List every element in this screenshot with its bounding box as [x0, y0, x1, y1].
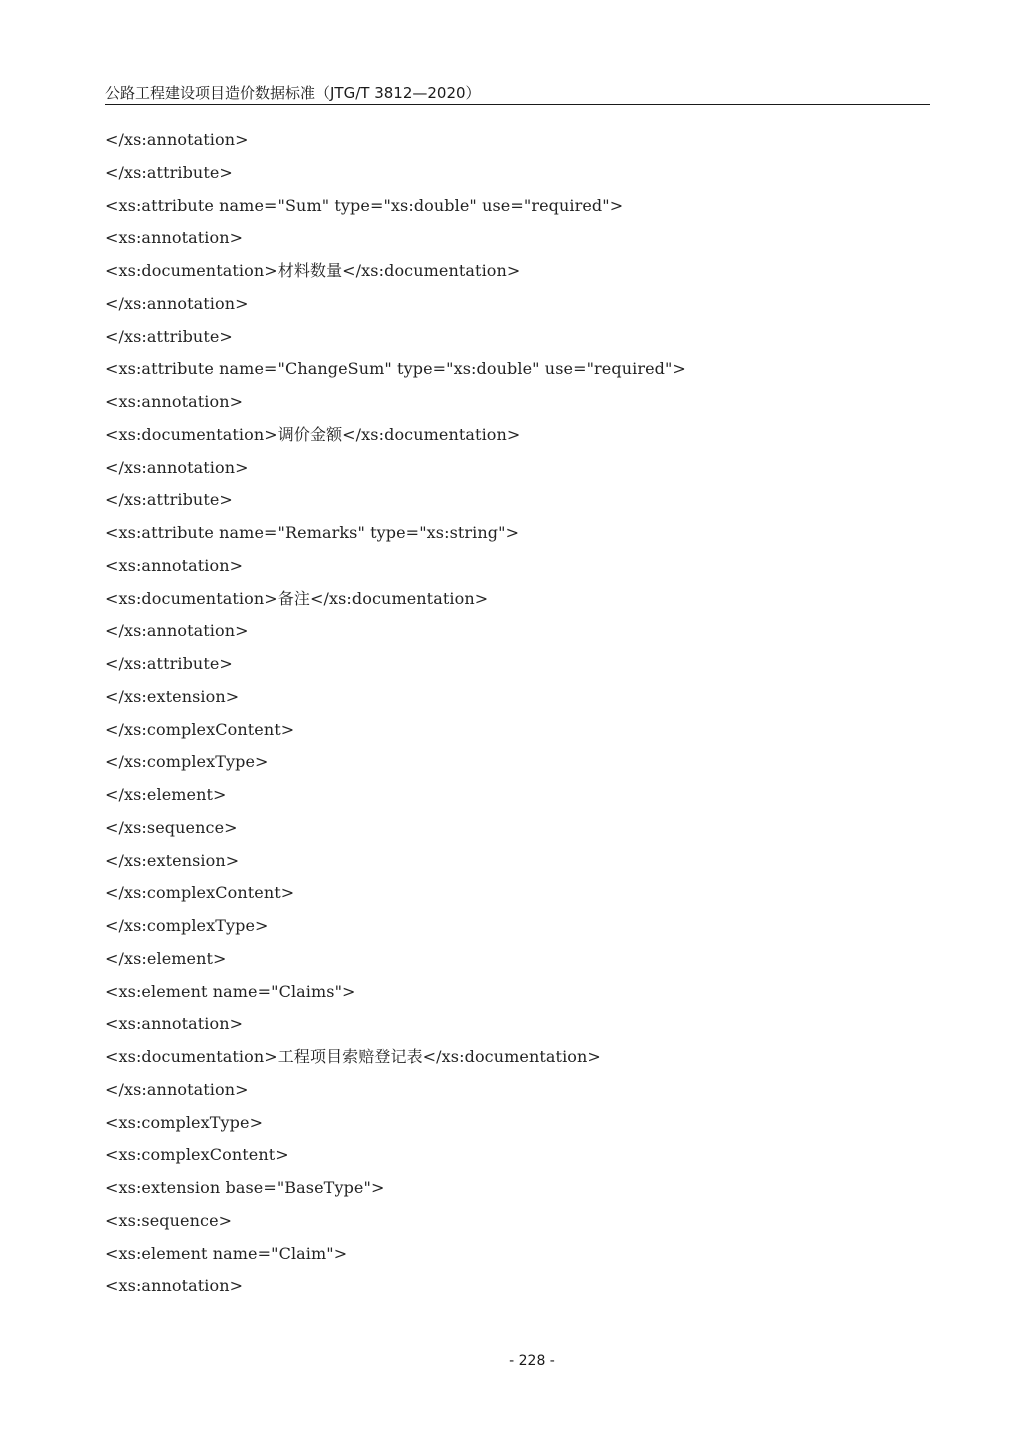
- code-line: </xs:annotation>: [105, 130, 249, 149]
- code-line: </xs:annotation>: [105, 621, 249, 641]
- code-line: </xs:element>: [105, 948, 227, 968]
- code-line: </xs:complexContent>: [105, 719, 295, 739]
- code-line: </xs:complexType>: [105, 916, 269, 935]
- document-title: 公路工程建设项目造价数据标准（JTG/T 3812—2020）: [105, 84, 481, 102]
- code-line: </xs:attribute>: [105, 654, 233, 673]
- code-line: <xs:extension base="BaseType">: [105, 1178, 385, 1197]
- code-line: <xs:sequence>: [105, 1210, 233, 1230]
- code-line: <xs:documentation>工程项目索赔登记表</xs:documentation>: [105, 1047, 601, 1066]
- code-line: <xs:annotation>: [105, 228, 244, 248]
- code-line: </xs:annotation>: [105, 1079, 249, 1099]
- code-line: </xs:annotation>: [105, 293, 249, 313]
- header-divider: [105, 104, 930, 105]
- page-number: - 228 -: [509, 1353, 555, 1369]
- code-line: </xs:attribute>: [105, 326, 233, 346]
- code-line: <xs:attribute name="Sum" type="xs:double" use="required">: [105, 195, 624, 215]
- code-line: </xs:sequence>: [105, 817, 238, 837]
- code-line: </xs:attribute>: [105, 162, 233, 182]
- code-line: <xs:annotation>: [105, 1014, 244, 1034]
- code-line: </xs:element>: [105, 785, 227, 804]
- code-line: <xs:documentation>备注</xs:documentation>: [105, 588, 489, 608]
- code-line: <xs:documentation>材料数量</xs:documentation>: [105, 261, 521, 280]
- code-line: <xs:complexContent>: [105, 1145, 289, 1165]
- code-line: </xs:complexType>: [105, 752, 269, 772]
- code-line: </xs:complexContent>: [105, 883, 295, 903]
- page-header: [105, 82, 930, 106]
- code-line: <xs:annotation>: [105, 555, 244, 575]
- code-line: <xs:element name="Claim">: [105, 1243, 348, 1263]
- code-line: <xs:attribute name="Remarks" type="xs:string">: [105, 523, 520, 542]
- code-listing: [105, 128, 930, 1307]
- code-line: </xs:extension>: [105, 686, 240, 706]
- code-line: <xs:annotation>: [105, 1276, 244, 1296]
- code-line: <xs:annotation>: [105, 392, 244, 411]
- code-line: <xs:complexType>: [105, 1112, 264, 1132]
- code-line: </xs:extension>: [105, 850, 240, 870]
- code-line: <xs:element name="Claims">: [105, 981, 356, 1001]
- code-line: </xs:attribute>: [105, 490, 233, 510]
- code-line: </xs:annotation>: [105, 457, 249, 477]
- code-line: <xs:documentation>调价金额</xs:documentation>: [105, 424, 521, 444]
- code-line: <xs:attribute name="ChangeSum" type="xs:double" use="required">: [105, 359, 686, 379]
